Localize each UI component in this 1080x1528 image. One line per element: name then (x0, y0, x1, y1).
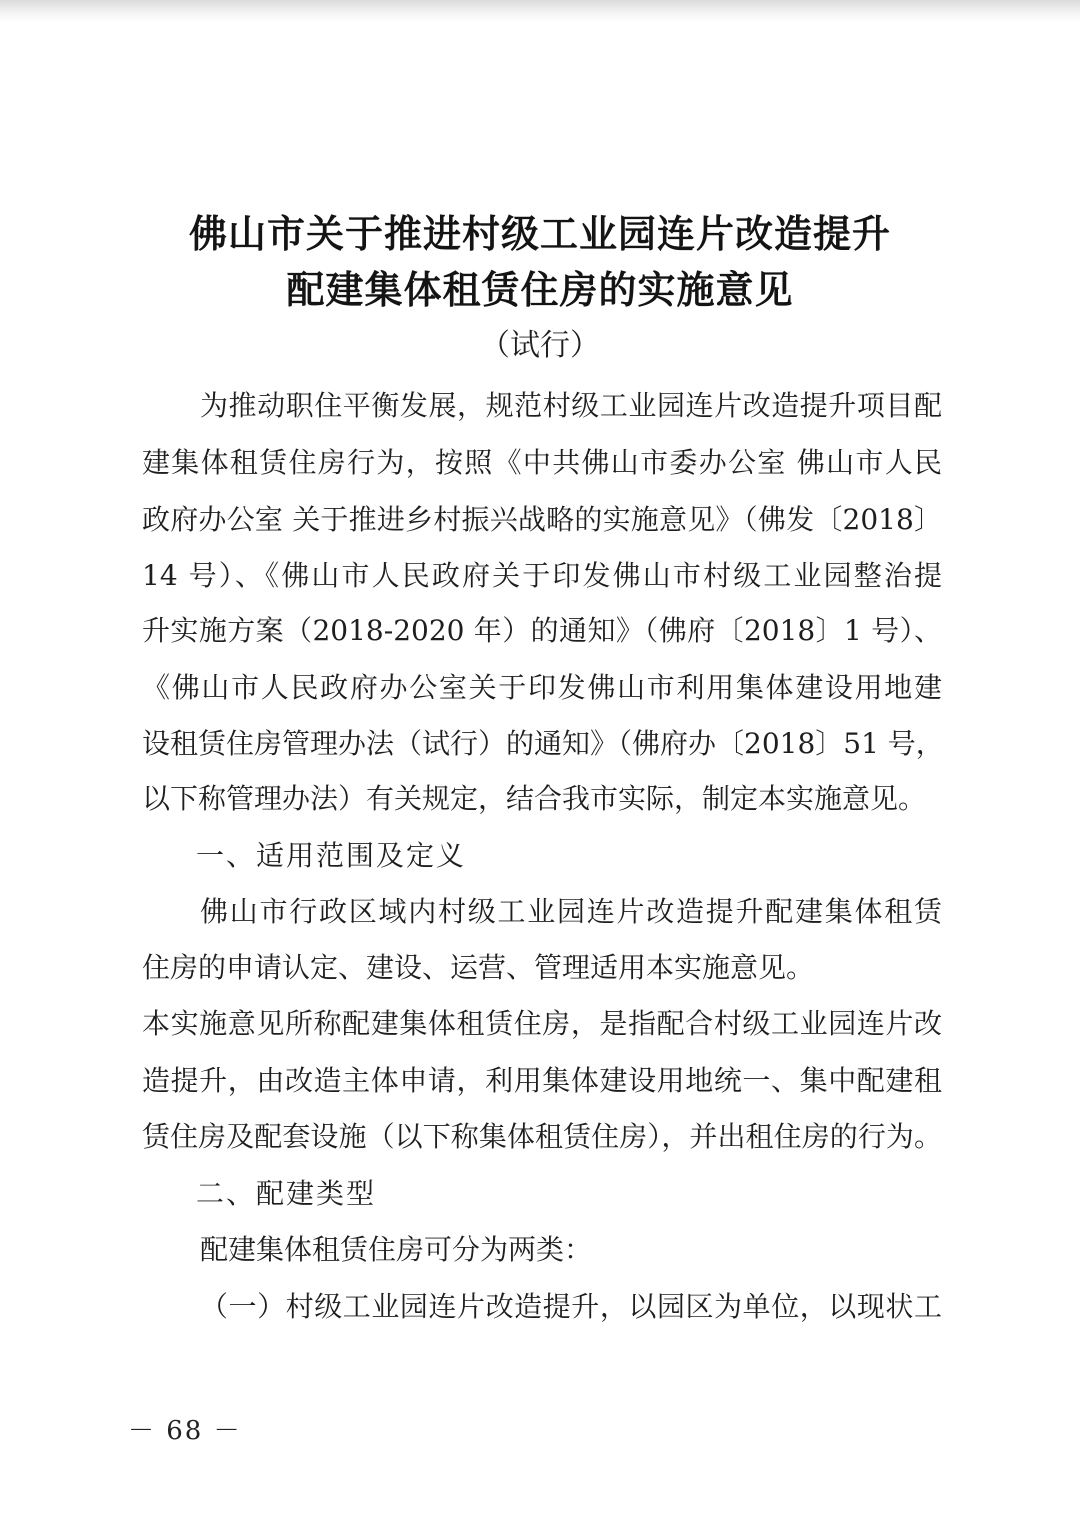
body-line: 造提升，由改造主体申请，利用集体建设用地统一、集中配建租 (142, 1064, 942, 1097)
document-title-line-1: 佛山市关于推进村级工业园连片改造提升 (188, 212, 891, 256)
body-line: 住房的申请认定、建设、运营、管理适用本实施意见。 (142, 951, 815, 984)
body-line: 设租赁住房管理办法（试行）的通知》（佛府办〔2018〕51 号， (142, 727, 944, 760)
scan-top-edge (0, 0, 1080, 22)
section-heading-2: 二、配建类型 (196, 1177, 377, 1210)
body-line: 政府办公室 关于推进乡村振兴战略的实施意见》（佛发〔2018〕 (142, 503, 942, 536)
body-line: 升实施方案（2018-2020 年）的通知》（佛府〔2018〕1 号）、 (142, 614, 942, 647)
body-line: 为推动职住平衡发展，规范村级工业园连片改造提升项目配 (200, 389, 942, 422)
section-heading-1: 一、适用范围及定义 (196, 839, 467, 872)
page-number: － 68 － (128, 1416, 242, 1446)
body-line: （一）村级工业园连片改造提升，以园区为单位，以现状工 (200, 1290, 942, 1323)
body-line: 配建集体租赁住房可分为两类： (200, 1233, 593, 1266)
body-line: 赁住房及配套设施（以下称集体租赁住房），并出租住房的行为。 (142, 1120, 942, 1153)
body-line: 以下称管理办法）有关规定，结合我市实际，制定本实施意见。 (142, 782, 927, 815)
body-line: 《佛山市人民政府办公室关于印发佛山市利用集体建设用地建 (142, 671, 942, 704)
body-line: 建集体租赁住房行为，按照《中共佛山市委办公室 佛山市人民 (142, 446, 942, 479)
document-title-line-2: 配建集体租赁住房的实施意见 (286, 268, 794, 312)
body-line: 14 号）、《佛山市人民政府关于印发佛山市村级工业园整治提 (142, 559, 942, 592)
body-line: 佛山市行政区域内村级工业园连片改造提升配建集体租赁 (200, 895, 942, 928)
document-subtitle: （试行） (480, 328, 600, 363)
body-line: 本实施意见所称配建集体租赁住房，是指配合村级工业园连片改 (142, 1007, 942, 1040)
